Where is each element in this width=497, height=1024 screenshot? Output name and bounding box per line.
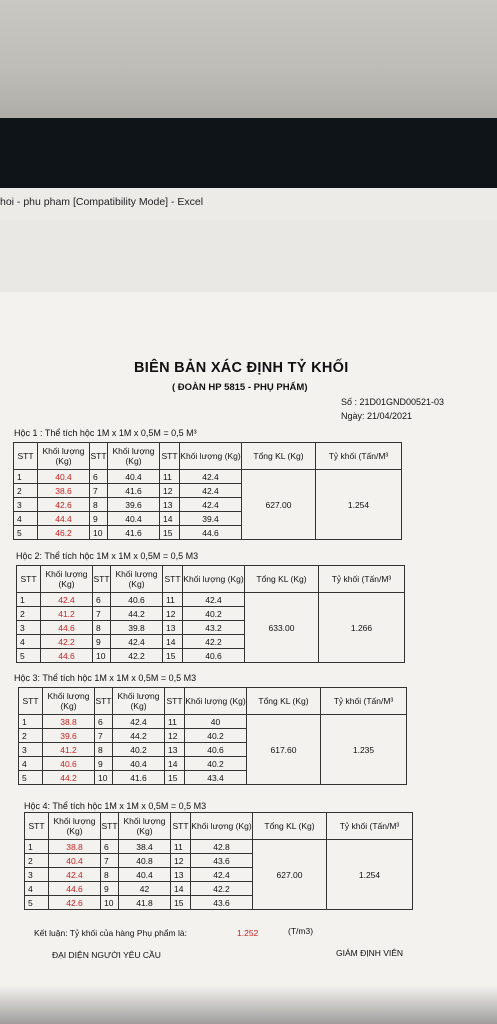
weight-cell: 41.2 [41, 607, 93, 621]
stt-cell: 10 [90, 526, 108, 540]
hoc-1-label: Hộc 1 : Thể tích hộc 1M x 1M x 0,5M = 0,5 M³ [14, 428, 197, 438]
hoc-4-table [24, 812, 413, 910]
weight-cell: 38.8 [43, 715, 95, 729]
stt-cell: 7 [93, 607, 111, 621]
weight-cell: 40.4 [119, 868, 171, 882]
weight-cell: 40.4 [113, 757, 165, 771]
stt-cell: 12 [163, 607, 183, 621]
weight-cell: 39.4 [180, 512, 242, 526]
header-stt: STT [165, 688, 185, 715]
stt-cell: 5 [19, 771, 43, 785]
header-stt: STT [90, 443, 108, 470]
weight-cell: 43.6 [191, 854, 253, 868]
weight-cell: 42.2 [191, 882, 253, 896]
weight-cell: 40.6 [183, 649, 245, 663]
stt-cell: 2 [25, 854, 49, 868]
stt-cell: 7 [95, 729, 113, 743]
background-wall [0, 0, 497, 118]
header-tong-kl: Tổng KL (Kg) [253, 813, 327, 840]
header-ty-khoi: Tỷ khối (Tấn/M³ [321, 688, 407, 715]
stt-cell: 13 [165, 743, 185, 757]
header-stt: STT [160, 443, 180, 470]
header-khoi-luong: Khối lượng (Kg) [185, 688, 247, 715]
table-row [19, 715, 407, 729]
total-weight-cell: 633.00 [245, 593, 319, 663]
weight-cell: 39.6 [43, 729, 95, 743]
header-stt: STT [101, 813, 119, 840]
table-row [25, 840, 413, 854]
header-stt: STT [171, 813, 191, 840]
monitor-bezel [0, 118, 497, 188]
stt-cell: 4 [25, 882, 49, 896]
weight-cell: 44.6 [49, 882, 101, 896]
stt-cell: 10 [93, 649, 111, 663]
stt-cell: 6 [93, 593, 111, 607]
weight-cell: 42.6 [38, 498, 90, 512]
stt-cell: 8 [95, 743, 113, 757]
density-cell: 1.266 [319, 593, 405, 663]
hoc-1-table [13, 442, 402, 540]
conclusion-label: Kết luận: Tỷ khối của hàng Phụ phẩm là: [34, 928, 187, 938]
stt-cell: 14 [165, 757, 185, 771]
weight-cell: 42 [119, 882, 171, 896]
stt-cell: 14 [171, 882, 191, 896]
weight-cell: 42.4 [180, 484, 242, 498]
stt-cell: 5 [25, 896, 49, 910]
header-khoi-luong: Khối lượng (Kg) [43, 688, 95, 715]
header-khoi-luong: Khối lượng (Kg) [113, 688, 165, 715]
density-cell: 1.254 [327, 840, 413, 910]
weight-cell: 42.2 [41, 635, 93, 649]
stt-cell: 12 [171, 854, 191, 868]
weight-cell: 41.6 [108, 484, 160, 498]
stt-cell: 13 [160, 498, 180, 512]
stt-cell: 15 [163, 649, 183, 663]
stt-cell: 5 [14, 526, 38, 540]
weight-cell: 40.6 [185, 743, 247, 757]
header-tong-kl: Tổng KL (Kg) [242, 443, 316, 470]
weight-cell: 40 [185, 715, 247, 729]
weight-cell: 40.6 [111, 593, 163, 607]
stt-cell: 11 [160, 470, 180, 484]
weight-cell: 42.4 [191, 868, 253, 882]
weight-cell: 43.2 [183, 621, 245, 635]
header-khoi-luong: Khối lượng (Kg) [119, 813, 171, 840]
stt-cell: 10 [95, 771, 113, 785]
inspector-signature-label: GIÁM ĐỊNH VIÊN [336, 948, 404, 958]
report-date: Ngày: 21/04/2021 [341, 411, 413, 421]
weight-cell: 40.6 [43, 757, 95, 771]
header-tong-kl: Tổng KL (Kg) [247, 688, 321, 715]
conclusion-unit: (T/m3) [288, 926, 314, 936]
stt-cell: 6 [90, 470, 108, 484]
hoc-3-label: Hộc 3: Thể tích hộc 1M x 1M x 0,5M = 0,5 M3 [14, 673, 197, 683]
stt-cell: 8 [93, 621, 111, 635]
stt-cell: 13 [163, 621, 183, 635]
weight-cell: 38.4 [119, 840, 171, 854]
header-khoi-luong: Khối lượng (Kg) [41, 566, 93, 593]
report-title: BIÊN BẢN XÁC ĐỊNH TỶ KHỐI [134, 360, 349, 376]
stt-cell: 4 [19, 757, 43, 771]
stt-cell: 6 [101, 840, 119, 854]
weight-cell: 44.6 [180, 526, 242, 540]
stt-cell: 12 [165, 729, 185, 743]
weight-cell: 40.2 [185, 757, 247, 771]
header-khoi-luong: Khối lượng (Kg) [49, 813, 101, 840]
header-khoi-luong: Khối lượng (Kg) [180, 443, 242, 470]
weight-cell: 40.4 [108, 512, 160, 526]
header-stt: STT [19, 688, 43, 715]
hoc-4-label: Hộc 4: Thể tích hộc 1M x 1M x 0,5M = 0,5 M3 [24, 801, 207, 811]
stt-cell: 8 [90, 498, 108, 512]
stt-cell: 1 [14, 470, 38, 484]
ribbon-area [0, 220, 497, 292]
stt-cell: 2 [14, 484, 38, 498]
photo-shadow [0, 985, 497, 1024]
density-cell: 1.235 [321, 715, 407, 785]
weight-cell: 44.4 [38, 512, 90, 526]
stt-cell: 15 [171, 896, 191, 910]
stt-cell: 15 [160, 526, 180, 540]
stt-cell: 9 [95, 757, 113, 771]
header-khoi-luong: Khối lượng (Kg) [108, 443, 160, 470]
table-row [14, 470, 402, 484]
total-weight-cell: 627.00 [253, 840, 327, 910]
weight-cell: 40.4 [108, 470, 160, 484]
weight-cell: 44.2 [111, 607, 163, 621]
stt-cell: 3 [19, 743, 43, 757]
header-khoi-luong: Khối lượng (Kg) [38, 443, 90, 470]
stt-cell: 5 [17, 649, 41, 663]
stt-cell: 12 [160, 484, 180, 498]
weight-cell: 46.2 [38, 526, 90, 540]
header-tong-kl: Tổng KL (Kg) [245, 566, 319, 593]
weight-cell: 40.2 [185, 729, 247, 743]
weight-cell: 42.8 [191, 840, 253, 854]
stt-cell: 15 [165, 771, 185, 785]
weight-cell: 44.2 [113, 729, 165, 743]
stt-cell: 4 [17, 635, 41, 649]
report-subtitle: ( ĐOÀN HP 5815 - PHỤ PHẨM) [172, 382, 308, 393]
stt-cell: 7 [90, 484, 108, 498]
total-weight-cell: 627.00 [242, 470, 316, 540]
weight-cell: 42.4 [113, 715, 165, 729]
stt-cell: 14 [160, 512, 180, 526]
header-stt: STT [95, 688, 113, 715]
header-stt: STT [163, 566, 183, 593]
weight-cell: 41.6 [108, 526, 160, 540]
weight-cell: 44.6 [41, 621, 93, 635]
stt-cell: 7 [101, 854, 119, 868]
total-weight-cell: 617.60 [247, 715, 321, 785]
stt-cell: 1 [25, 840, 49, 854]
stt-cell: 14 [163, 635, 183, 649]
header-khoi-luong: Khối lượng (Kg) [191, 813, 253, 840]
header-stt: STT [14, 443, 38, 470]
weight-cell: 40.2 [113, 743, 165, 757]
stt-cell: 1 [19, 715, 43, 729]
weight-cell: 44.2 [43, 771, 95, 785]
stt-cell: 3 [17, 621, 41, 635]
weight-cell: 39.6 [108, 498, 160, 512]
weight-cell: 41.8 [119, 896, 171, 910]
weight-cell: 38.8 [49, 840, 101, 854]
weight-cell: 41.6 [113, 771, 165, 785]
weight-cell: 41.2 [43, 743, 95, 757]
requester-signature-label: ĐẠI DIỆN NGƯỜI YÊU CẦU [52, 950, 161, 960]
weight-cell: 40.2 [183, 607, 245, 621]
weight-cell: 42.4 [183, 593, 245, 607]
hoc-2-table [16, 565, 405, 663]
weight-cell: 39.8 [111, 621, 163, 635]
weight-cell: 43.6 [191, 896, 253, 910]
weight-cell: 38.6 [38, 484, 90, 498]
stt-cell: 9 [90, 512, 108, 526]
weight-cell: 42.4 [180, 498, 242, 512]
stt-cell: 2 [19, 729, 43, 743]
header-khoi-luong: Khối lượng (Kg) [183, 566, 245, 593]
stt-cell: 11 [171, 840, 191, 854]
weight-cell: 40.8 [119, 854, 171, 868]
density-cell: 1.254 [316, 470, 402, 540]
header-stt: STT [17, 566, 41, 593]
header-stt: STT [25, 813, 49, 840]
stt-cell: 8 [101, 868, 119, 882]
stt-cell: 10 [101, 896, 119, 910]
stt-cell: 2 [17, 607, 41, 621]
weight-cell: 42.2 [111, 649, 163, 663]
stt-cell: 11 [163, 593, 183, 607]
weight-cell: 42.4 [41, 593, 93, 607]
header-khoi-luong: Khối lượng (Kg) [111, 566, 163, 593]
weight-cell: 43.4 [185, 771, 247, 785]
weight-cell: 40.4 [49, 854, 101, 868]
weight-cell: 42.2 [183, 635, 245, 649]
weight-cell: 42.4 [180, 470, 242, 484]
weight-cell: 42.6 [49, 896, 101, 910]
stt-cell: 3 [25, 868, 49, 882]
weight-cell: 42.4 [49, 868, 101, 882]
stt-cell: 13 [171, 868, 191, 882]
hoc-3-table [18, 687, 407, 785]
stt-cell: 4 [14, 512, 38, 526]
header-ty-khoi: Tỷ khối (Tấn/M³ [316, 443, 402, 470]
header-ty-khoi: Tỷ khối (Tấn/M³ [319, 566, 405, 593]
window-title: hoi - phu pham [Compatibility Mode] - Excel [0, 196, 204, 208]
weight-cell: 44.6 [41, 649, 93, 663]
stt-cell: 6 [95, 715, 113, 729]
header-stt: STT [93, 566, 111, 593]
stt-cell: 3 [14, 498, 38, 512]
stt-cell: 9 [93, 635, 111, 649]
table-row [17, 593, 405, 607]
report-number: Số : 21D01GND00521-03 [341, 397, 445, 407]
stt-cell: 1 [17, 593, 41, 607]
weight-cell: 42.4 [111, 635, 163, 649]
stt-cell: 9 [101, 882, 119, 896]
conclusion-value: 1.252 [237, 928, 259, 938]
weight-cell: 40.4 [38, 470, 90, 484]
stt-cell: 11 [165, 715, 185, 729]
header-ty-khoi: Tỷ khối (Tấn/M³ [327, 813, 413, 840]
hoc-2-label: Hộc 2: Thể tích hộc 1M x 1M x 0,5M = 0,5 M3 [16, 551, 199, 561]
